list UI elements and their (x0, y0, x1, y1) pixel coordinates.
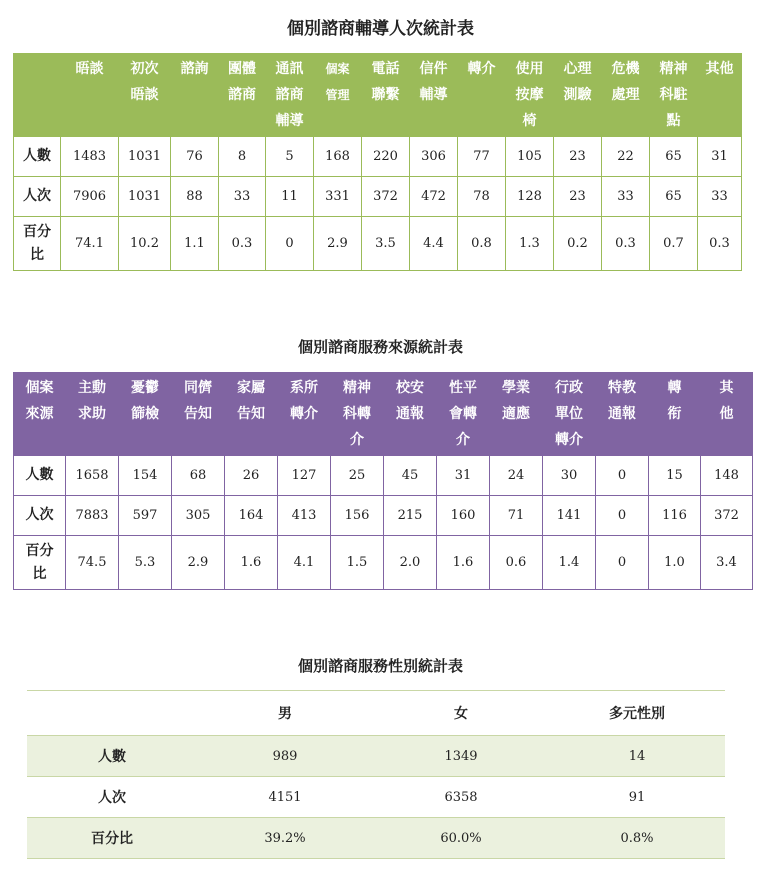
cell-text-line: 篩檢 (131, 406, 159, 422)
cell-text-line: 按摩 (515, 87, 544, 103)
table-cell: 331 (314, 177, 362, 217)
column-header (384, 373, 437, 456)
table-cell: 0 (596, 456, 649, 496)
table-cell: 0.8% (549, 818, 725, 859)
header-corner (27, 691, 197, 736)
table-cell: 989 (197, 736, 373, 777)
table-cell: 154 (119, 456, 172, 496)
table-cell: 0 (596, 536, 649, 590)
table-cell: 220 (362, 137, 410, 177)
cell-text-line: 晤談 (75, 61, 104, 77)
table-cell: 7906 (61, 177, 119, 217)
table-cell: 31 (437, 456, 490, 496)
column-header (649, 373, 701, 456)
cell-text-line: 諮商 (228, 87, 256, 103)
cell-text-line: 學業 (502, 380, 530, 396)
column-header (602, 54, 650, 137)
table-cell: 65 (650, 177, 698, 217)
table1-title: 個別諮商輔導人次統計表 (287, 19, 474, 39)
table-cell: 71 (490, 496, 543, 536)
row-label (14, 456, 66, 496)
cell-text-line: 科駐 (659, 87, 688, 103)
cell-text-line: 憂鬱 (131, 380, 159, 396)
table-cell: 22 (602, 137, 650, 177)
table-cell: 413 (278, 496, 331, 536)
table-cell: 8 (219, 137, 266, 177)
cell-text-line: 他 (719, 406, 734, 422)
table-cell: 306 (410, 137, 458, 177)
row-label (14, 137, 61, 177)
cell-text-line: 信件 (419, 61, 448, 77)
row-label (14, 536, 66, 590)
cell-text-line: 同儕 (184, 380, 212, 396)
column-header (66, 373, 119, 456)
cell-text-line: 管理 (325, 88, 350, 102)
table-cell: 2.9 (172, 536, 225, 590)
cell-text-line: 通報 (396, 406, 424, 422)
table-cell: 60.0% (373, 818, 549, 859)
table-cell: 10.2 (119, 217, 171, 271)
column-header: 男 (197, 691, 373, 736)
column-header: 多元性別 (549, 691, 725, 736)
table-row (14, 536, 753, 590)
column-header (331, 373, 384, 456)
table-cell: 472 (410, 177, 458, 217)
table-cell: 164 (225, 496, 278, 536)
cell-text-line: 個案 (325, 62, 350, 76)
column-header (61, 54, 119, 137)
cell-text-line: 危機 (611, 61, 640, 77)
cell-text-line: 測驗 (563, 87, 592, 103)
cell-text-line: 諮詢 (180, 61, 209, 77)
cell-text-line: 人數 (23, 148, 51, 164)
table-cell: 141 (543, 496, 596, 536)
table-cell: 1031 (119, 137, 171, 177)
table-cell: 26 (225, 456, 278, 496)
table-cell: 65 (650, 137, 698, 177)
cell-text-line: 轉介 (467, 61, 496, 77)
cell-text-line: 人次 (23, 188, 51, 204)
table3-title: 個別諮商服務性別統計表 (297, 657, 463, 675)
table-cell: 0.7 (650, 217, 698, 271)
table-cell: 0 (596, 496, 649, 536)
cell-text-line: 求助 (78, 406, 106, 422)
table3-header-row (27, 691, 725, 736)
table-cell: 0.2 (554, 217, 602, 271)
cell-text-line: 轉介 (555, 432, 583, 448)
table-cell: 2.9 (314, 217, 362, 271)
table-cell: 91 (549, 777, 725, 818)
row-label (14, 177, 61, 217)
table-row (14, 456, 753, 496)
table-cell: 4151 (197, 777, 373, 818)
column-header (171, 54, 219, 137)
cell-text-line: 系所 (290, 380, 318, 396)
table-cell: 23 (554, 137, 602, 177)
table-cell: 33 (219, 177, 266, 217)
column-header (698, 54, 742, 137)
table-cell: 76 (171, 137, 219, 177)
table-cell: 127 (278, 456, 331, 496)
cell-text-line: 科轉 (343, 406, 371, 422)
cell-text-line: 椅 (522, 113, 537, 129)
column-header (490, 373, 543, 456)
table2-title: 個別諮商服務來源統計表 (297, 338, 463, 356)
cell-text-line: 主動 (78, 380, 106, 396)
table-cell: 128 (506, 177, 554, 217)
column-header (554, 54, 602, 137)
table-cell: 30 (543, 456, 596, 496)
table-cell: 4.1 (278, 536, 331, 590)
table-row (14, 137, 742, 177)
cell-text-line: 告知 (237, 406, 265, 422)
table-cell: 1.1 (171, 217, 219, 271)
row-label (14, 496, 66, 536)
column-header (314, 54, 362, 137)
cell-text-line: 心理 (563, 61, 592, 77)
table-cell: 0.3 (602, 217, 650, 271)
cell-text-line: 介 (456, 432, 470, 448)
cell-text-line: 精神 (659, 61, 688, 77)
table-cell: 1.6 (437, 536, 490, 590)
table-cell: 148 (701, 456, 753, 496)
cell-text-line: 處理 (611, 87, 640, 103)
table-cell: 105 (506, 137, 554, 177)
table-cell: 305 (172, 496, 225, 536)
table-cell: 33 (698, 177, 742, 217)
cell-text-line: 人數 (25, 467, 54, 483)
table-cell: 0 (266, 217, 314, 271)
column-header (278, 373, 331, 456)
cell-text-line: 介 (350, 432, 364, 448)
table-cell: 2.0 (384, 536, 437, 590)
table-cell: 14 (549, 736, 725, 777)
column-header (362, 54, 410, 137)
column-header (266, 54, 314, 137)
cell-text-line: 初次 (130, 61, 159, 77)
cell-text-line: 特教 (608, 380, 636, 396)
cell-text-line: 衔 (667, 406, 682, 422)
table-cell: 5 (266, 137, 314, 177)
cell-text-line: 輔導 (419, 87, 448, 103)
cell-text-line: 使用 (515, 61, 544, 77)
cell-text-line: 電話 (371, 61, 400, 77)
row-label (14, 217, 61, 271)
table-cell: 0.3 (219, 217, 266, 271)
cell-text-line: 家屬 (237, 380, 265, 396)
column-header (596, 373, 649, 456)
cell-text-line: 其他 (705, 61, 734, 77)
table-cell: 168 (314, 137, 362, 177)
cell-text-line: 轉 (667, 380, 682, 396)
table-cell: 77 (458, 137, 506, 177)
table-cell: 74.1 (61, 217, 119, 271)
row-label: 人次 (27, 777, 197, 818)
cell-text-line: 聯繫 (371, 87, 400, 103)
cell-text-line: 性平 (449, 380, 477, 396)
column-header (14, 373, 66, 456)
column-header (219, 54, 266, 137)
table-cell: 45 (384, 456, 437, 496)
table-row (27, 736, 725, 777)
table-cell: 4.4 (410, 217, 458, 271)
table-row (14, 496, 753, 536)
table2-header-row (14, 373, 753, 456)
cell-text-line: 精神 (343, 380, 371, 396)
cell-text-line: 人次 (25, 507, 54, 523)
column-header (119, 373, 172, 456)
cell-text-line: 單位 (555, 406, 583, 422)
table-cell: 1.5 (331, 536, 384, 590)
table-cell: 6358 (373, 777, 549, 818)
row-label: 百分比 (27, 818, 197, 859)
table-cell: 372 (362, 177, 410, 217)
column-header (506, 54, 554, 137)
table-cell: 3.4 (701, 536, 753, 590)
table-cell: 0.8 (458, 217, 506, 271)
column-header (410, 54, 458, 137)
table-row (27, 777, 725, 818)
table-cell: 0.6 (490, 536, 543, 590)
table-cell: 11 (266, 177, 314, 217)
column-header (543, 373, 596, 456)
table-cell: 7883 (66, 496, 119, 536)
cell-text-line: 比 (32, 565, 47, 582)
header-corner (14, 54, 61, 137)
cell-text-line: 輔導 (275, 113, 304, 129)
table-row (14, 177, 742, 217)
cell-text-line: 點 (666, 113, 681, 129)
table-cell: 1.0 (649, 536, 701, 590)
table-cell: 1031 (119, 177, 171, 217)
table-cell: 0.3 (698, 217, 742, 271)
column-header (225, 373, 278, 456)
table-cell: 5.3 (119, 536, 172, 590)
table-cell: 24 (490, 456, 543, 496)
table-cell: 1.6 (225, 536, 278, 590)
cell-text-line: 個案 (25, 380, 54, 396)
table-cell: 1658 (66, 456, 119, 496)
table-cell: 31 (698, 137, 742, 177)
cell-text-line: 百分 (23, 223, 51, 240)
cell-text-line: 比 (30, 246, 44, 263)
table-cell: 39.2% (197, 818, 373, 859)
table-cell: 215 (384, 496, 437, 536)
table-cell: 33 (602, 177, 650, 217)
counseling-sessions-table (13, 53, 742, 271)
cell-text-line: 團體 (228, 61, 256, 77)
table-cell: 23 (554, 177, 602, 217)
table-cell: 15 (649, 456, 701, 496)
table-cell: 1.3 (506, 217, 554, 271)
table-cell: 88 (171, 177, 219, 217)
cell-text-line: 其 (719, 380, 734, 396)
cell-text-line: 通訊 (275, 61, 304, 77)
cell-text-line: 適應 (502, 406, 530, 422)
column-header (437, 373, 490, 456)
table-cell: 156 (331, 496, 384, 536)
column-header: 女 (373, 691, 549, 736)
service-source-table (13, 372, 753, 590)
cell-text-line: 轉介 (290, 406, 318, 422)
cell-text-line: 來源 (25, 406, 54, 422)
table-row (27, 818, 725, 859)
cell-text-line: 通報 (608, 406, 636, 422)
table-cell: 25 (331, 456, 384, 496)
table1-header-row (14, 54, 742, 137)
table-cell: 1.4 (543, 536, 596, 590)
table-cell: 68 (172, 456, 225, 496)
table-cell: 3.5 (362, 217, 410, 271)
table-cell: 116 (649, 496, 701, 536)
column-header (701, 373, 753, 456)
gender-table (27, 690, 725, 859)
table-cell: 160 (437, 496, 490, 536)
column-header (458, 54, 506, 137)
cell-text-line: 行政 (555, 380, 583, 396)
table-cell: 74.5 (66, 536, 119, 590)
column-header (172, 373, 225, 456)
cell-text-line: 晤談 (130, 87, 159, 103)
column-header (650, 54, 698, 137)
table-cell: 78 (458, 177, 506, 217)
cell-text-line: 百分 (25, 542, 54, 559)
cell-text-line: 會轉 (449, 406, 477, 422)
cell-text-line: 告知 (184, 406, 212, 422)
table-cell: 1483 (61, 137, 119, 177)
table-cell: 372 (701, 496, 753, 536)
table-cell: 1349 (373, 736, 549, 777)
column-header (119, 54, 171, 137)
table-row (14, 217, 742, 271)
table-cell: 597 (119, 496, 172, 536)
cell-text-line: 校安 (396, 380, 424, 396)
cell-text-line: 諮商 (275, 87, 304, 103)
row-label: 人數 (27, 736, 197, 777)
